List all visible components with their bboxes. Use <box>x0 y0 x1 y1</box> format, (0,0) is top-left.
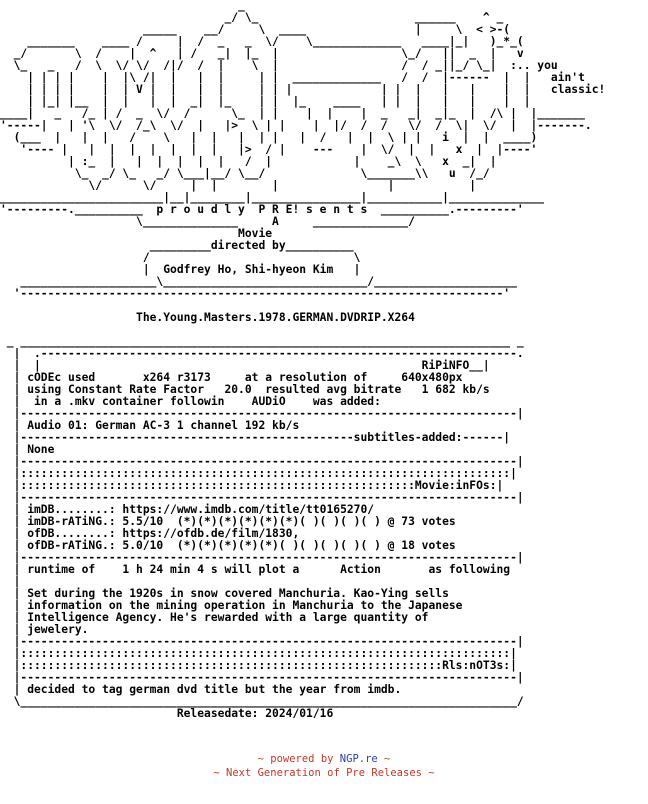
powered-by-suffix: ~ <box>377 753 391 765</box>
nfo-ascii-text: _ _/ \_ ______ ^ _ _____ __/ \ ____ | \ < >-( _______ ____ / | / _ _ \/ \_____________ ____|_| )_*_( _/ \ / | ^ | / _| |_ | \_/ || _ | v \_ _ / \ \/ \/ /|/ / | \ | / / _||_/ \_| :.. you | | | | | |\ /| | | | | | _____________ / / |------ | | ain't | | | | | | V | | | | | | | | | | | | | | classic! | |_| |__ | | | | _| |_ | | |_ ____ | | | | | | | ____| _ /_ | / _ \/ / \_ | | | | | _ _| _|_ | /\ | |_______ '-----| | '\ \/ /_\ \/ | |> \ | | | |/ / / \/ / \| \/ | |-------. (___ | | | / \ | | | | | | / | | \ | | i | | ____) '---- | | | | | | | | |> / | --- | \/ | | x | |----' | :_ | | | | | | / | | _\ \ x _| | \_ _/ \_ _/ \___|__/ \__/ \_______\\ u /_/ \/ \/ | | | | | ________________________|__|________|________________|___________|______________ '---------.__________ p r o u d l y P R E! s e n t s __________.---------' \______________ A ______________/ Movie _________directed by__________ / \ | Godfrey Ho, Shi-hyeon Kim | ____________________\______________________________/_____________________ '-----------------------------------------------------------------------' The.Young.Masters.1978.GERMAN.DVDRIP.X264 _ ________________________________________________________________________ _ | .----------------------------------------------------------------------. | | RiPiNFO__| | cODEc used x264 r3173 at a resolution of 640x480px | using Constant Rate Factor 20.0 resulted avg bitrate 1 682 kb/s | in a .mkv container followin AUDiO was added: |-------------------------------------------------------------------------| | Audio 01: German AC-3 1 channel 192 kb/s |-------------------------------------------------subtitles-added:------| | None |-------------------------------------------------------------------------| |::::::::::::::::::::::::::::::::::::::::::::::::::::::::::::::::::::::::| |::::::::::::::::::::::::::::::::::::::::::::::::::::::::::Movie:inFOs:| |-------------------------------------------------------------------------| | imDB........: https://www.imdb.com/title/tt0165270/ | imDB-rATiNG.: 5.5/10 (*)(*)(*)(*)(*)(*)( )( )( )( ) @ 73 votes | ofDB........: https://ofdb.de/film/1830, | ofDB-rATiNG.: 5.0/10 (*)(*)(*)(*)(*)( )( )( )( )( ) @ 18 votes |-------------------------------------------------------------------------| | runtime of 1 h 24 min 4 s will plot a Action as following | | Set during the 1920s in snow covered Manchuria. Kao-Ying sells | information on the mining operation in Manchuria to the Japanese | Intelligence Agency. He's rewarded with a large quantity of | jewelery. |-------------------------------------------------------------------------| |::::::::::::::::::::::::::::::::::::::::::::::::::::::::::::::::::::::::| |::::::::::::::::::::::::::::::::::::::::::::::::::::::::::::::Rls:nOT3s:| |-------------------------------------------------------------------------| | decided to tag german dvd title but the year from imdb. \_________________________________________________________________________/ Releasedate: 2024/01/16 <box>0 0 606 720</box>
ngp-link[interactable]: NGP.re <box>339 753 378 765</box>
powered-by-line <box>0 752 648 766</box>
powered-by-prefix: ~ powered by <box>257 753 340 765</box>
footer <box>0 752 648 780</box>
tagline: ~ Next Generation of Pre Releases ~ <box>213 767 435 779</box>
